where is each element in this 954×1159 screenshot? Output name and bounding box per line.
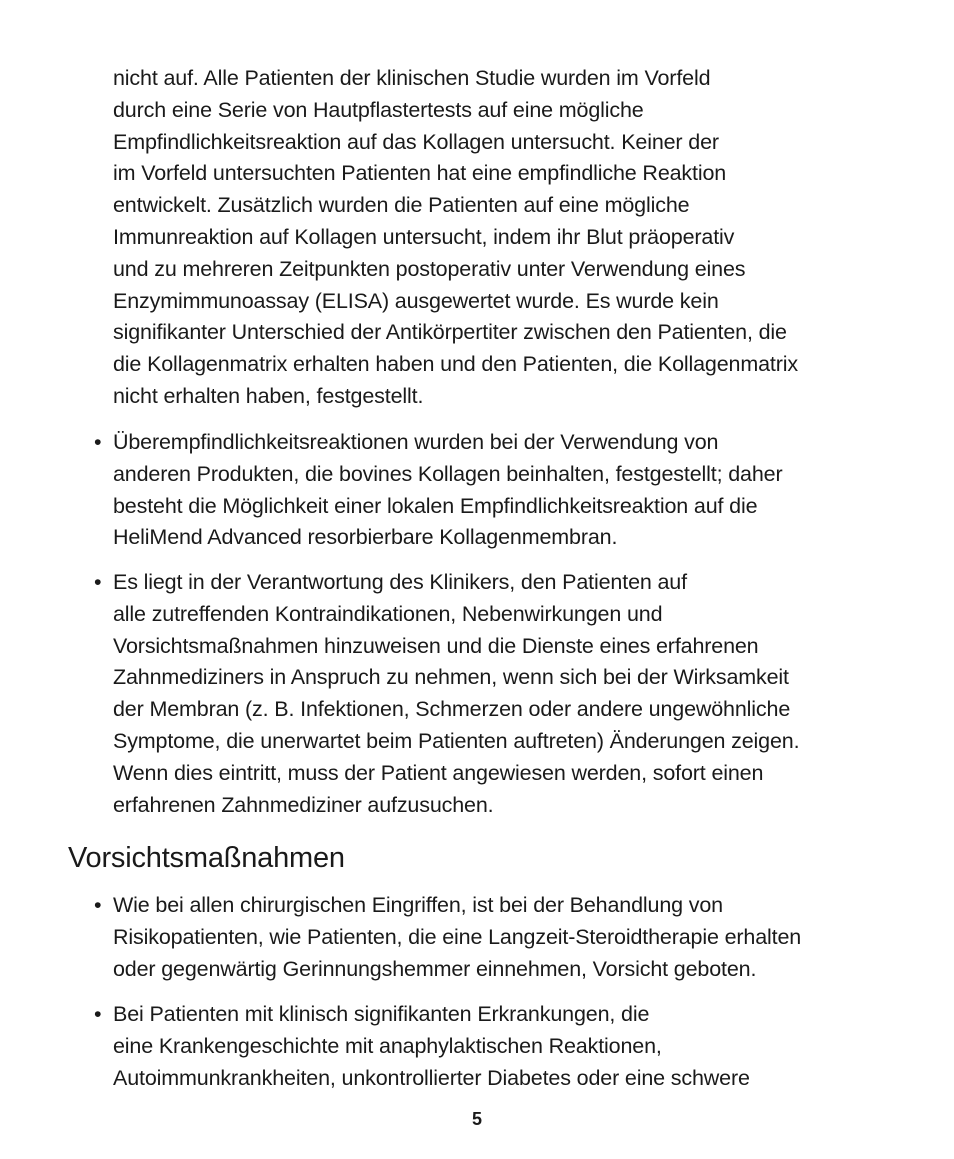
text-line: eine Krankengeschichte mit anaphylaktischen Reaktionen, [113,1033,662,1058]
text-line: Wie bei allen chirurgischen Eingriffen, ist bei der Behandlung von [113,893,723,917]
bullet-marker: • [94,570,102,594]
text-line: nicht erhalten haben, festgestellt. [113,383,424,408]
text-line: entwickelt. Zusätzlich wurden die Patienten auf eine mögliche [113,193,690,218]
section-heading: Vorsichtsmaßnahmen [68,842,345,874]
bullet-item-clinician-responsibility [113,567,903,821]
text-line: Überempfindlichkeitsreaktionen wurden bei der Verwendung von [113,430,719,454]
text-line: Symptome, die unerwartet beim Patienten auftreten) Änderungen zeigen. [113,728,800,753]
text-line: Risikopatienten, wie Patienten, die eine Langzeit-Steroidtherapie erhalten [113,924,802,949]
text-line: oder gegenwärtig Gerinnungshemmer einnehmen, Vorsicht geboten. [113,956,757,981]
text-line: Autoimmunkrankheiten, unkontrollierter Diabetes oder eine schwere [113,1065,750,1090]
text-line: anderen Produkten, die bovines Kollagen beinhalten, festgestellt; daher [113,461,783,486]
bullet-marker: • [94,893,102,917]
text-line: Vorsichtsmaßnahmen hinzuweisen und die Dienste eines erfahrenen [113,633,759,658]
text-line: signifikanter Unterschied der Antikörpertiter zwischen den Patienten, die [113,320,787,345]
text-line: Empfindlichkeitsreaktion auf das Kollagen untersucht. Keiner der [113,129,719,154]
text-line: im Vorfeld untersuchten Patienten hat eine empfindliche Reaktion [113,161,727,186]
text-line: Immunreaktion auf Kollagen untersucht, indem ihr Blut präoperativ [113,224,735,249]
page-number: 5 [471,1109,482,1129]
text-line: Bei Patienten mit klinisch signifikanten Erkrankungen, die [113,1002,650,1026]
bullet-item-hypersensitivity [113,427,903,554]
text-line: durch eine Serie von Hautpflastertests auf eine mögliche [113,97,644,122]
text-line: besteht die Möglichkeit einer lokalen Empfindlichkeitsreaktion auf die [113,493,758,518]
bullet-marker: • [94,1002,102,1026]
text-line: Wenn dies eintritt, muss der Patient angewiesen werden, sofort einen [113,760,764,785]
text-line: HeliMend Advanced resorbierbare Kollagenmembran. [113,525,618,550]
bullet-marker: • [94,430,102,454]
text-line: alle zutreffenden Kontraindikationen, Nebenwirkungen und [113,601,663,626]
text-line: Enzymimmunoassay (ELISA) ausgewertet wurde. Es wurde kein [113,288,719,313]
text-line: die Kollagenmatrix erhalten haben und den Patienten, die Kollagenmatrix [113,352,798,377]
text-line: Zahnmediziners in Anspruch zu nehmen, wenn sich bei der Wirksamkeit [113,665,789,690]
text-line: erfahrenen Zahnmediziner aufzusuchen. [113,792,494,817]
text-line: der Membran (z. B. Infektionen, Schmerzen oder andere ungewöhnliche [113,697,791,722]
text-line: Es liegt in der Verantwortung des Klinikers, den Patienten auf [113,570,687,594]
text-line: und zu mehreren Zeitpunkten postoperativ unter Verwendung eines [113,256,746,281]
bullet-item-clinical-conditions [113,999,903,1094]
bullet-item-risk-patients [113,890,903,985]
continuation-paragraph [113,63,903,413]
text-line: nicht auf. Alle Patienten der klinischen Studie wurden im Vorfeld [113,66,711,90]
